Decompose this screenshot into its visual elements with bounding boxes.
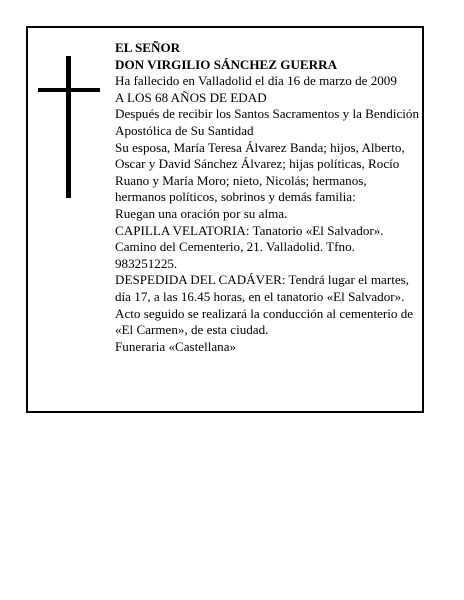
age-line: A LOS 68 AÑOS DE EDAD — [115, 89, 267, 105]
funeral-home: Funeraria «Castellana» — [115, 338, 237, 354]
chapel-info: CAPILLA VELATORIA: Tanatorio «El Salvador». Camino del Cementerio, 21. Valladolid. Tfno. 983251225. — [115, 222, 384, 271]
cross-icon — [38, 56, 100, 198]
cross-horizontal-bar — [38, 88, 100, 92]
notice-header-title: EL SEÑOR — [115, 40, 181, 55]
notice-text — [115, 40, 420, 355]
prayer-request: Ruegan una oración por su alma. — [115, 205, 288, 221]
deceased-name: DON VIRGILIO SÁNCHEZ GUERRA — [115, 56, 338, 72]
farewell-info: DESPEDIDA DEL CADÁVER: Tendrá lugar el martes, día 17, a las 16.45 horas, en el tanatorio «El Salvador». Acto seguido se realizará la conducción al cementerio de «El Carmen», de esta ciudad. — [115, 272, 414, 338]
cross-vertical-bar — [66, 56, 71, 198]
family-list: Su esposa, María Teresa Álvarez Banda; hijos, Alberto, Oscar y David Sánchez Álvarez; hijas políticas, Rocío Ruano y María Moro; nieto, Nicolás; hermanos, hermanos políticos, sobrinos y demás familia: — [115, 139, 405, 205]
death-info: Ha fallecido en Valladolid el día 16 de marzo de 2009 — [115, 73, 397, 89]
sacraments-line: Después de recibir los Santos Sacramentos y la Bendición Apostólica de Su Santidad — [115, 106, 419, 138]
obituary-notice — [26, 26, 424, 413]
